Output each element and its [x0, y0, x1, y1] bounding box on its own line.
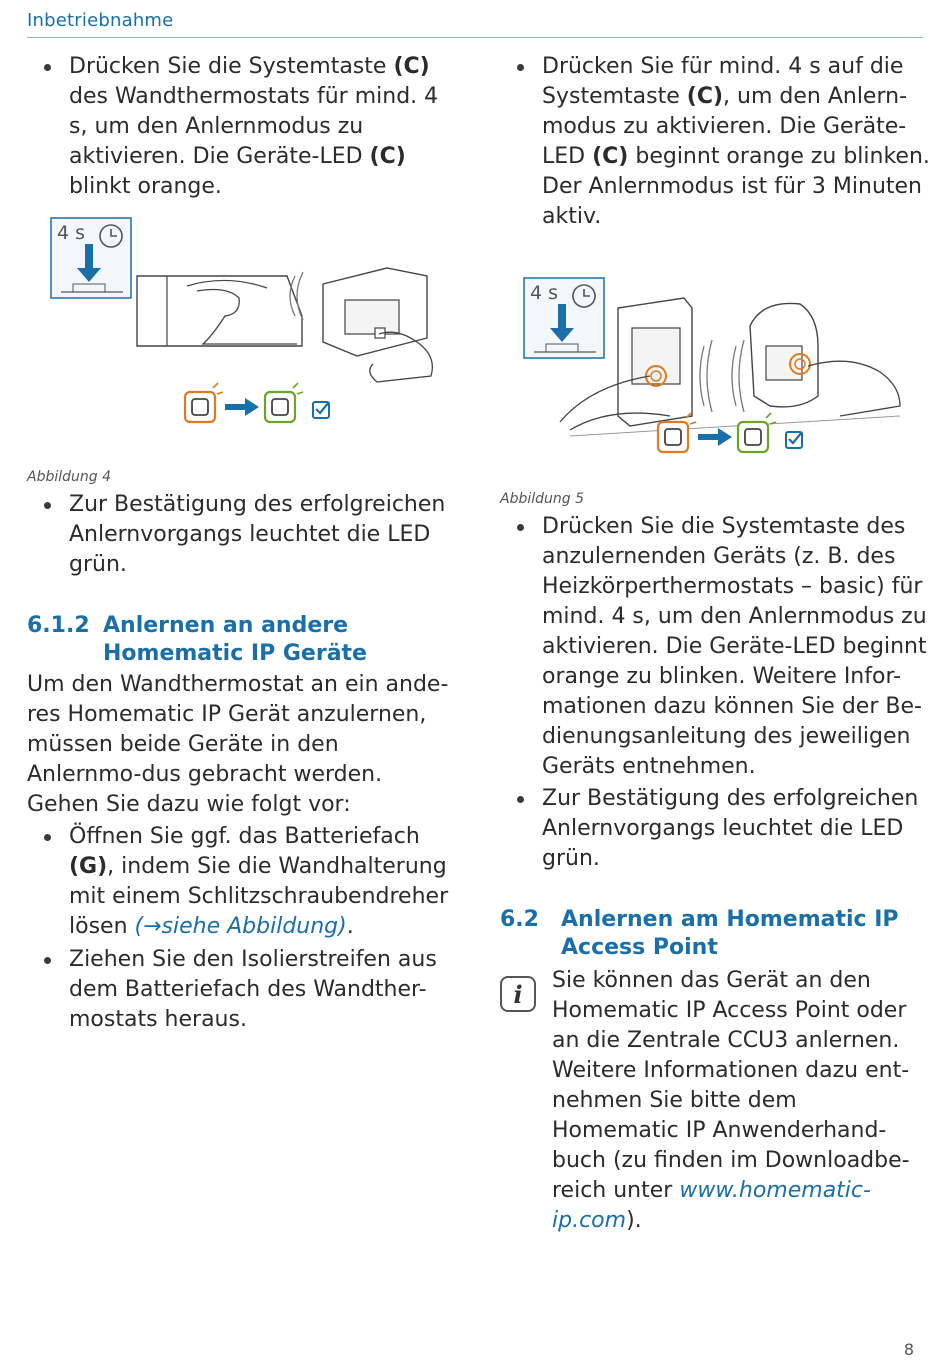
- text: Drücken Sie für mind. 4 s auf die Systemtaste: [542, 54, 904, 109]
- figure-4-illustration: [27, 216, 457, 456]
- figure-5: [500, 276, 930, 476]
- page-header: [27, 10, 923, 38]
- section-title-line: Homematic IP Geräte: [103, 641, 367, 666]
- bullet-list: [27, 52, 457, 199]
- arrow-down-icon: [85, 244, 93, 270]
- text: blinkt orange.: [69, 174, 222, 199]
- timer-label: 4 s: [530, 282, 559, 304]
- label-c: (C): [393, 54, 430, 79]
- website-link[interactable]: www.homematic-ip.com: [552, 1178, 871, 1233]
- section-title: [561, 906, 899, 962]
- list-item: [27, 822, 457, 942]
- text: Drücken Sie die Systemtaste: [69, 54, 394, 79]
- list-item: Zur Bestätigung des erfolgreichen Anlernvorgangs leuchtet die LED grün.: [500, 784, 930, 874]
- bullet-list: [500, 512, 930, 874]
- text: , um den Anlern-modus zu aktivieren. Die Geräte-LED: [542, 84, 908, 169]
- bullet-list: [500, 52, 930, 232]
- section-title-line: Access Point: [561, 935, 718, 960]
- label-c: (C): [592, 144, 629, 169]
- section-heading: [27, 612, 457, 668]
- list-item: Ziehen Sie den Isolierstreifen aus dem Batteriefach des Wandther-mostats heraus.: [27, 945, 457, 1035]
- paragraph: Um den Wandthermostat an ein ande-res Homematic IP Gerät anzulernen, müssen beide Geräte in den Anlernmo-dus gebracht werden. Gehen Sie dazu wie folgt vor:: [27, 672, 449, 817]
- text: , indem Sie die Wandhalterung mit einem Schlitzschraubendreher lösen: [69, 854, 449, 939]
- text: beginnt orange zu blinken. Der Anlernmodus ist für 3 Minuten aktiv.: [542, 144, 930, 229]
- section-number: 6.2: [500, 907, 539, 932]
- left-column: [27, 52, 457, 1035]
- list-item: Zur Bestätigung des erfolgreichen Anlernvorgangs leuchtet die LED grün.: [27, 490, 457, 580]
- text: .: [346, 914, 354, 939]
- figure-reference-link[interactable]: (→siehe Abbildung): [134, 914, 347, 939]
- checkbox-icon: [786, 432, 802, 448]
- figure-4: [27, 216, 457, 456]
- info-note: [500, 966, 930, 1236]
- bullet-list: [27, 822, 457, 1035]
- led-orange-icon: [185, 383, 223, 422]
- info-text: [552, 966, 930, 1236]
- page-number: 8: [903, 1340, 914, 1359]
- info-icon: i: [500, 976, 536, 1012]
- figure-caption: Abbildung 4: [27, 469, 112, 485]
- figure-caption: Abbildung 5: [500, 491, 585, 507]
- figure-5-illustration: [500, 276, 930, 476]
- led-green-icon: [265, 383, 303, 422]
- bullet-list: [27, 490, 457, 580]
- text: ).: [626, 1208, 642, 1233]
- list-item: Drücken Sie die Systemtaste des anzulernenden Geräts (z. B. des Heizkörperthermostats – basic) für mind. 4 s, um den Anlernmodus zu aktivieren. Die Geräte-LED beginnt orange zu blinken. Weitere Infor-mationen dazu können Sie der Be-dienungsanleitung des jeweiligen Geräts entnehmen.: [500, 512, 930, 782]
- section-heading: [500, 906, 930, 962]
- right-column: [500, 52, 930, 1236]
- right-arrow-icon: [225, 398, 259, 416]
- label-c: (C): [686, 84, 724, 109]
- timer-label: 4 s: [57, 222, 86, 244]
- checkbox-icon: [313, 402, 329, 418]
- section-title-line: Anlernen am Homematic IP: [561, 907, 899, 932]
- arrow-down-icon: [558, 304, 566, 330]
- label-g: (G): [69, 854, 108, 879]
- text: des Wandthermostats für mind. 4 s, um den Anlernmodus zu aktivieren. Die Geräte-LED: [69, 84, 439, 169]
- list-item: [500, 52, 930, 232]
- section-number: 6.1.2: [27, 613, 90, 638]
- section-title: [103, 612, 367, 668]
- right-arrow-icon: [698, 428, 732, 446]
- text: Öffnen Sie ggf. das Batteriefach: [69, 824, 420, 849]
- section-title-line: Anlernen an andere: [103, 613, 349, 638]
- led-green-icon: [738, 413, 776, 452]
- header-title: Inbetriebnahme: [27, 10, 174, 31]
- list-item: [27, 52, 457, 199]
- label-c: (C): [369, 144, 406, 169]
- text: Sie können das Gerät an den Homematic IP Access Point oder an die Zentrale CCU3 anlernen. Weitere Informationen dazu ent-nehmen Sie bitte dem Homematic IP Anwenderhand-buch (zu finden im Downloadbe-reich unter: [552, 968, 910, 1203]
